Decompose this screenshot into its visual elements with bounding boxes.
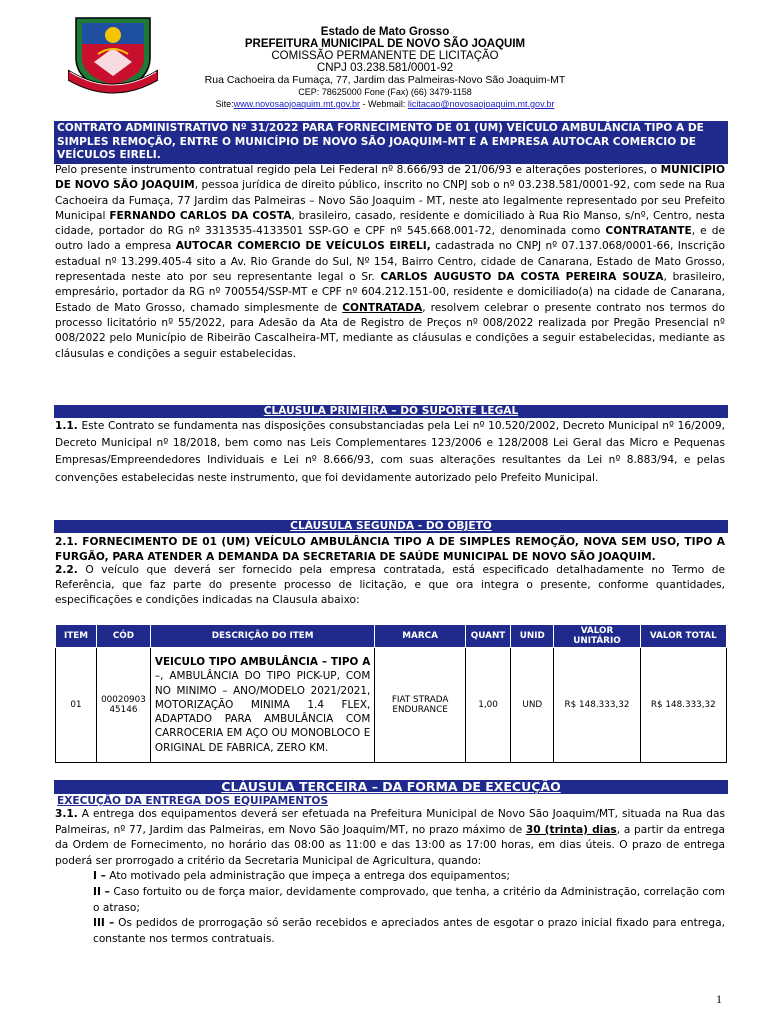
header-marca: MARCA [375, 625, 466, 648]
intro-paragraph [55, 163, 725, 362]
desc-title: VEICULO TIPO AMBULÂNCIA – TIPO A [154, 656, 371, 669]
cell-descricao [150, 648, 374, 763]
intro-municipio: MUNICÍPIO DE NOVO SÃO JOAQUIM [55, 164, 725, 192]
clause3-1-text-a: A entrega dos equipamentos deverá ser efetuada na Prefeitura Municipal de Novo São Joaquim/MT, situada na Rua das Palmeiras, nº 77, Jardim das Palmeiras, em Novo São Joaquim/MT, no prazo máximo de [55, 808, 725, 836]
contract-title: CONTRATO ADMINISTRATIVO Nº 31/2022 PARA FORNECIMENTO DE 01 (UM) VEÍCULO AMBULÂNCIA TIPO A DE SIMPLES REMOÇÃO, ENTRE O MUNICÍPIO DE NOVO SÃO JOAQUIM–MT E A EMPRESA AUTOCAR COMERCIO DE VEÍCULOS EIRELI. [54, 121, 728, 164]
site-link[interactable]: www.novosaojoaquim.mt.gov.br [233, 99, 361, 109]
intro-contratante: CONTRATANTE [605, 225, 692, 238]
clause3-title: CLÁUSULA TERCEIRA – DA FORMA DE EXECUÇÃO [54, 780, 728, 794]
intro-representative: CARLOS AUGUSTO DA COSTA PEREIRA SOUZA [380, 271, 664, 284]
table-row [56, 648, 727, 763]
webmail-label: - Webmail: [360, 99, 408, 109]
clause2-2-paragraph [55, 563, 725, 608]
cell-marca: FIAT STRADA ENDURANCE [375, 648, 466, 763]
cell-unid: UND [511, 648, 554, 763]
clause3-1-number: 3.1. [55, 808, 78, 820]
intro-text-5: cadastrada no CNPJ nº 07.137.068/0001-66, Inscrição estadual nº 13.299.405-4 sito a Av. Rio Grande do Sul, Nº 154, Bairro Centro, cidade de Canarana, Estado de Mato Grosso, representada neste ato por seu representante legal o Sr. [55, 240, 725, 284]
letterhead [0, 26, 770, 110]
clause3-1-text-b: , a partir da entrega da Ordem de Fornecimento, no horário das 08:00 as 11:00 e das 13:00 as 17:00 horas, em dias úteis. O prazo de entrega poderá ser prorrogado a critério da Secretaria Municipal de Agricultura, quando: [55, 823, 725, 867]
clause1-title: CLÁUSULA PRIMEIRA – DO SUPORTE LEGAL [54, 405, 728, 418]
header-valor-total: VALOR TOTAL [640, 625, 726, 648]
site-label: Site: [215, 99, 234, 109]
commission-name: COMISSÃO PERMANENTE DE LICITAÇÃO [271, 50, 499, 62]
clause3-item-ii [55, 885, 725, 916]
cell-valor-total: R$ 148.333,32 [640, 648, 726, 763]
header-descricao: DESCRIÇÃO DO ITEM [150, 625, 374, 648]
clause3-1-deadline: 30 (trinta) dias [525, 823, 617, 836]
address-line: Rua Cachoeira da Fumaça, 77, Jardim das Palmeiras-Novo São Joaquim-MT [204, 74, 566, 86]
page-number: 1 [716, 992, 722, 1006]
clause1-paragraph [55, 418, 725, 487]
cnpj-line: CNPJ 03.238.581/0001-92 [316, 62, 454, 74]
prefeitura-name: PREFEITURA MUNICIPAL DE NOVO SÃO JOAQUIM [244, 38, 526, 50]
intro-text-1: Pelo presente instrumento contratual regido pela Lei Federal nº 8.666/93 de 21/06/93 e alterações posteriores, o [55, 164, 661, 176]
table-header-row [56, 625, 727, 648]
clause3-1 [55, 807, 725, 869]
clause3-item-iii [55, 916, 725, 947]
intro-text-2: , pessoa jurídica de direito público, inscrito no CNPJ sob o nº 03.238.581/0001-92, com sede na Rua Cachoeira da Fumaça, 77 Jardim das Palmeiras – Novo São Joaquim - MT, neste ato legalmente representado por seu Prefeito Municipal [55, 179, 725, 222]
item-i-number: I – [93, 870, 106, 883]
cell-cod: 00020903 45146 [96, 648, 150, 763]
intro-text-6: , brasileiro, empresário, portador da RG nº 700554/SSP-MT e CPF nº 604.212.151-00, residente e domiciliado(a) na cidade de Canarana, Estado de Mato Grosso, chamado simplesmente de [55, 271, 725, 314]
item-ii-text: Caso fortuito ou de força maior, devidamente comprovado, que tenha, a critério da Administração, correlação com o atraso; [93, 885, 725, 914]
clause3-item-i [55, 869, 725, 885]
item-ii-number: II – [93, 885, 110, 898]
intro-mayor: FERNANDO CARLOS DA COSTA [109, 209, 292, 222]
header-cod: CÓD [96, 625, 150, 648]
intro-contratada: CONTRATADA [342, 301, 423, 314]
clause1-text: Este Contrato se fundamenta nas disposições consubstanciadas pela Lei nº 10.520/2002, Decreto Municipal nº 16/2009, Decreto Municipal nº 18/2018, bem como nas Leis Complementares 123/2006 e 128/2008 Lei Geral das Micro e Pequenas Empresas/Empreendedores Individuais e Lei nº 8.666/93, com suas alterações resultantes da Lei nº 8.883/94, e pelas convenções estabelecidas neste instrumento, que foi devidamente autorizado pelo Prefeito Municipal. [55, 420, 725, 484]
header-valor-unitario: VALOR UNITÁRIO [554, 625, 640, 648]
clause3-paragraph [55, 807, 725, 947]
state-name: Estado de Mato Grosso [320, 26, 450, 38]
cep-phone-line: CEP: 78625000 Fone (Fax) (66) 3479-1158 [298, 87, 472, 97]
cell-item: 01 [56, 648, 97, 763]
clause3-subtitle: EXECUÇÃO DA ENTREGA DOS EQUIPAMENTOS [57, 795, 329, 807]
contact-line [0, 98, 770, 110]
webmail-link[interactable]: licitacao@novosaojoaquim.mt.gov.br [407, 99, 555, 109]
clause2-1-paragraph: 2.1. FORNECIMENTO DE 01 (UM) VEÍCULO AMBULÂNCIA TIPO A DE SIMPLES REMOÇÃO, NOVA SEM USO, TIPO A FURGÃO, PARA ATENDER A DEMANDA DA SECRETARIA DE SAÚDE MUNICIPAL DE NOVO SÃO JOAQUIM. [55, 536, 725, 563]
intro-text-4: , e de outro lado a empresa [55, 225, 725, 253]
intro-text-3: , brasileiro, casado, residente e domiciliado à Rua Rio Manso, s/nº, Centro, nesta cidade, portador do RG nº 3313535-4133501 SSP-GO e CPF nº 545.668.001-72, denominada como [55, 209, 725, 238]
cell-quant: 1,00 [465, 648, 510, 763]
item-i-text: Ato motivado pela administração que impeça a entrega dos equipamentos; [105, 870, 510, 883]
clause2-title: CLÁUSULA SEGUNDA - DO OBJETO [54, 520, 728, 533]
intro-company: AUTOCAR COMERCIO DE VEÍCULOS EIRELI, [175, 240, 431, 253]
desc-text: –, AMBULÂNCIA DO TIPO PICK-UP, COM NO MINIMO – ANO/MODELO 2021/2021, MOTORIZAÇÃO MINIMA 1.4 FLEX, ADAPTADO PARA AMBULÂNCIA COM CARROCERIA EM AÇO OU MONOBLOCO E ORIGINAL DE FABRICA, ZERO KM. [154, 670, 371, 754]
header-unid: UNID [511, 625, 554, 648]
intro-text-7: , resolvem celebrar o presente contrato nos termos do processo licitatório nº 55/2022, para Adesão da Ata de Registro de Preços nº 008/2022 realizada por Pregão Presencial nº 008/2022 pelo Município de Ribeirão Cascalheira-MT, mediante as cláusulas e condições a seguir estabelecidas, mediante as cláusulas e condições a seguir estabelecidas. [55, 301, 725, 360]
clause2-2-number: 2.2. [55, 564, 78, 576]
cell-valor-unitario: R$ 148.333,32 [554, 648, 640, 763]
header-quant: QUANT [465, 625, 510, 648]
header-item: ITEM [56, 625, 97, 648]
items-table [55, 624, 727, 763]
item-iii-number: III – [93, 917, 115, 930]
clause2-2-text: O veículo que deverá ser fornecido pela empresa contratada, está especificado detalhadamente no Termo de Referência, que faz parte do presente processo de licitação, e que ora integra o presente, conforme quantidades, especificações e condições indicadas na Clausula abaixo: [55, 564, 725, 606]
clause1-number: 1.1. [55, 420, 78, 432]
item-iii-text: Os pedidos de prorrogação só serão recebidos e apreciados antes de esgotar o prazo inicial fixado para entrega, constante nos termos contratuais. [93, 917, 725, 945]
